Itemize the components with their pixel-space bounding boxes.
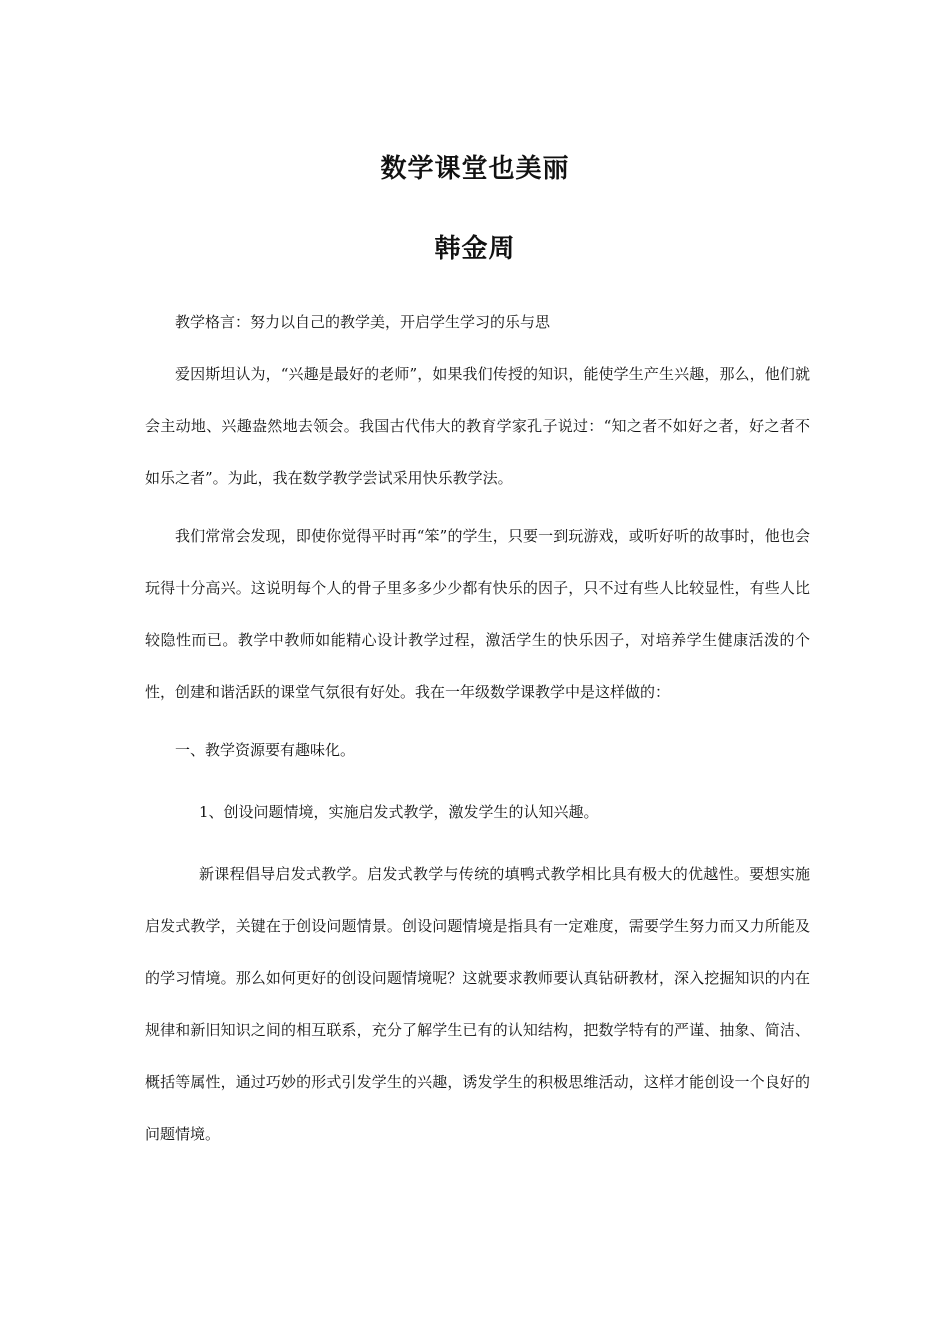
paragraph-happy-factor: 我们常常会发现，即使你觉得平时再“笨”的学生，只要一到玩游戏，或听好听的故事时，他也会玩得十分高兴。这说明每个人的骨子里多多少少都有快乐的因子，只不过有些人比较显性，有些人比较隐性而已。教学中教师如能精心设计教学过程，激活学生的快乐因子，对培养学生健康活泼的个性，创建和谐活跃的课堂气氛很有好处。我在一年级数学课教学中是这样做的： [145,527,810,701]
subsection-heading: 1、创设问题情境，实施启发式教学，激发学生的认知兴趣。 [199,803,599,821]
document-title: 数学课堂也美丽 [380,154,570,184]
document-author: 韩金周 [434,234,516,264]
paragraph-heuristic-teaching: 新课程倡导启发式教学。启发式教学与传统的填鸭式教学相比具有极大的优越性。要想实施启发式教学，关键在于创设问题情景。创设问题情境是指具有一定难度，需要学生努力而又力所能及的学习情境。那么如何更好的创设问题情境呢？这就要求教师要认真钻研教材，深入挖掘知识的内在规律和新旧知识之间的相互联系，充分了解学生已有的认知结构，把数学特有的严谨、抽象、简洁、概括等属性，通过巧妙的形式引发学生的兴趣，诱发学生的积极思维活动，这样才能创设一个良好的问题情境。 [145,865,810,1143]
section-heading: 一、教学资源要有趣味化。 [175,741,356,759]
paragraph-einstein-interest: 爱因斯坦认为，“兴趣是最好的老师”，如果我们传授的知识，能使学生产生兴趣，那么，他们就会主动地、兴趣盎然地去领会。我国古代伟大的教育学家孔子说过：“知之者不如好之者，好之者不如乐之者”。为此，我在数学教学尝试采用快乐教学法。 [145,365,810,487]
teaching-motto: 教学格言：努力以自己的教学美，开启学生学习的乐与思 [175,313,551,331]
